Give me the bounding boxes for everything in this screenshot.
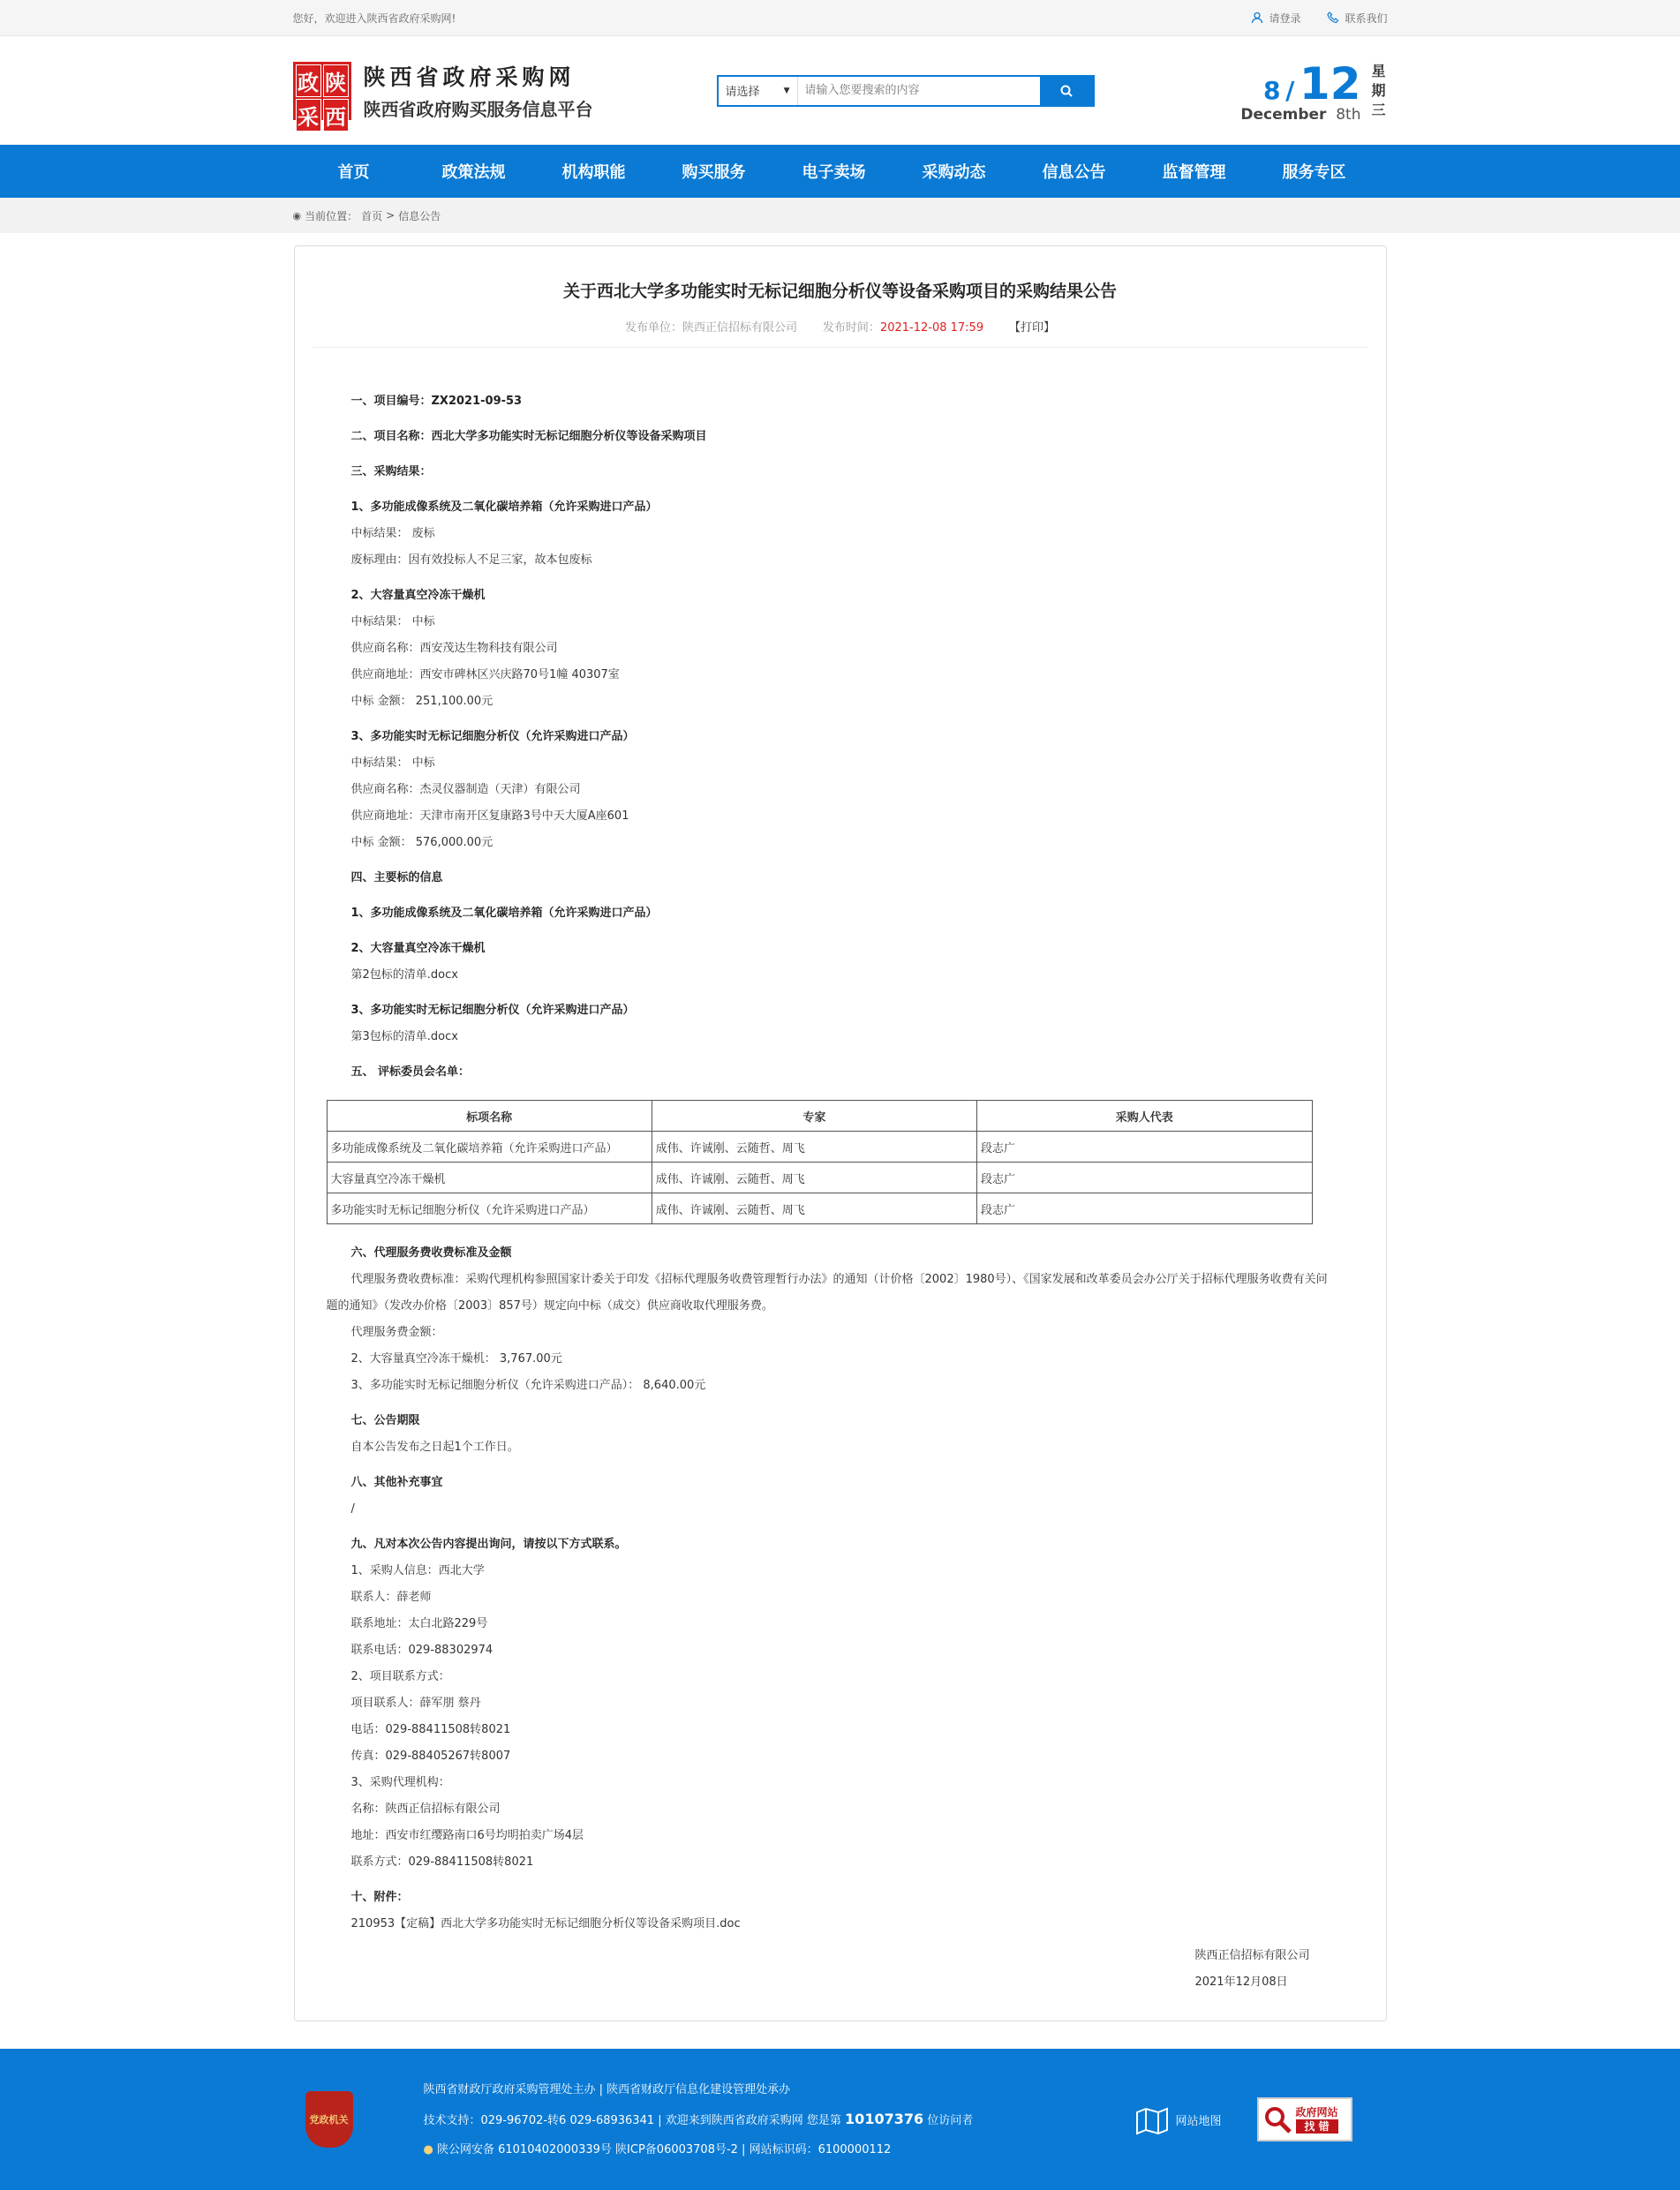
contact-line: 2、项目联系方式： <box>350 1670 450 1683</box>
contact-line: 电话：029-88411508转8021 <box>350 1723 511 1736</box>
sign-date: 2021年12月08日 <box>1194 1976 1288 1989</box>
contact-link[interactable] <box>1327 11 1387 26</box>
section-heading: 三、采购结果： <box>350 465 432 478</box>
footer <box>0 2049 1680 2190</box>
lot-heading: 2、大容量真空冷冻干燥机 <box>350 589 486 602</box>
site-subname: 陕西省政府购买服务信息平台 <box>363 99 593 120</box>
search-input[interactable] <box>798 77 1040 105</box>
weekday-char: 星 <box>1371 62 1386 79</box>
breadcrumb-prefix: 当前位置： <box>305 209 358 222</box>
date-month: 8 <box>1263 75 1281 105</box>
login-label: 请登录 <box>1269 11 1301 25</box>
logo-char: 采 <box>296 99 321 132</box>
date-day-ordinal: 8th <box>1336 105 1361 124</box>
table-row <box>327 1163 1312 1193</box>
table-cell: 成伟、许诚刚、云随哲、周飞 <box>652 1193 976 1224</box>
search-bar <box>717 75 1095 107</box>
lot-heading: 2、大容量真空冷冻干燥机 <box>350 942 486 955</box>
time-label: 发布时间： <box>822 321 880 335</box>
search-icon <box>1059 84 1074 98</box>
lot-heading: 3、多功能实时无标记细胞分析仪（允许采购进口产品） <box>350 1004 635 1017</box>
date-slash: / <box>1285 75 1295 105</box>
site-logo[interactable] <box>293 60 593 130</box>
report-error-button[interactable] <box>1257 2097 1352 2141</box>
publisher: 陕西正信招标有限公司 <box>682 321 797 335</box>
committee-table <box>327 1100 1313 1224</box>
table-header: 专家 <box>652 1101 976 1132</box>
section-heading: 八、其他补充事宜 <box>350 1476 443 1489</box>
caret-down-icon: ▼ <box>783 86 790 95</box>
table-cell: 段志广 <box>977 1132 1312 1163</box>
nav-item-notices[interactable]: 信息公告 <box>1042 163 1106 182</box>
logo-char: 政 <box>296 64 321 97</box>
sitemap-link[interactable] <box>1134 2103 1221 2135</box>
contact-line: 传真：029-88405267转8007 <box>350 1750 511 1763</box>
footer-sponsor: 陕西省财政厅政府采购管理处主办 | 陕西省财政厅信息化建设管理处承办 <box>423 2082 791 2096</box>
table-header-row <box>327 1101 1312 1132</box>
bid-amount: 中标 金额： 251,100.00元 <box>350 695 493 708</box>
report-error-top: 政府网站 <box>1295 2106 1338 2119</box>
project-number: 一、项目编号：ZX2021-09-53 <box>350 395 523 408</box>
breadcrumb-home[interactable]: 首页 <box>361 209 383 222</box>
date-month-name: December <box>1240 105 1327 124</box>
fee-amount: 3、多功能实时无标记细胞分析仪（允许采购进口产品）： 8,640.00元 <box>350 1379 706 1392</box>
print-link[interactable]: 【打印】 <box>1009 321 1056 335</box>
logo-char: 西 <box>323 99 349 132</box>
sitemap-label: 网站地图 <box>1175 2114 1222 2128</box>
contact-label: 联系我们 <box>1345 11 1388 25</box>
breadcrumb <box>0 198 1680 233</box>
bid-amount: 中标 金额： 576,000.00元 <box>350 836 493 849</box>
supplementary-info: / <box>350 1502 355 1516</box>
logo-seal <box>293 62 351 130</box>
nav-item-e-mall[interactable]: 电子卖场 <box>802 163 866 182</box>
main-nav <box>0 145 1680 198</box>
lot-heading: 1、多功能成像系统及二氧化碳培养箱（允许采购进口产品） <box>350 500 658 514</box>
fee-standard-paragraph: 代理服务费收费标准：采购代理机构参照国家计委关于印发《招标代理服务收费管理暂行办法》的通知（计价格〔2002〕1980号）、《国家发展和改革委员会办公厅关于招标代理服务收费有关问题的通知》（发改办价格〔2003〕857号）规定向中标（成交）供应商收取代理服务费。 <box>326 1273 1328 1313</box>
table-cell: 段志广 <box>977 1193 1312 1224</box>
table-row <box>327 1193 1312 1224</box>
nav-item-news[interactable]: 采购动态 <box>922 163 986 182</box>
footer-text <box>424 2075 974 2164</box>
contact-line: 地址：西安市红缨路南口6号均明拍卖广场4层 <box>350 1829 584 1842</box>
weekday-char: 期 <box>1371 81 1386 99</box>
section-heading: 六、代理服务费收费标准及金额 <box>350 1246 512 1260</box>
section-heading: 十、附件： <box>350 1891 409 1904</box>
footer-support <box>424 2104 974 2135</box>
search-select-label: 请选择 <box>725 86 760 99</box>
attachment-link[interactable]: 第2包标的清单.docx <box>350 968 458 982</box>
location-pin-icon: ◉ <box>292 209 302 222</box>
table-cell: 多功能实时无标记细胞分析仪（允许采购进口产品） <box>327 1193 652 1224</box>
attachment-link[interactable]: 第3包标的清单.docx <box>350 1030 458 1043</box>
search-button[interactable] <box>1040 77 1093 105</box>
contact-line: 联系地址：太白北路229号 <box>350 1617 488 1630</box>
party-government-badge-icon[interactable] <box>305 2091 353 2148</box>
article-card <box>294 245 1387 2021</box>
section-heading: 九、凡对本次公告内容提出询问，请按以下方式联系。 <box>350 1538 627 1551</box>
magnifier-icon <box>1262 2104 1292 2134</box>
police-badge-icon: ● <box>423 2142 433 2156</box>
lot-reason: 废标理由：因有效投标人不足三家，故本包废标 <box>350 553 592 567</box>
map-icon <box>1134 2103 1170 2135</box>
table-cell: 多功能成像系统及二氧化碳培养箱（允许采购进口产品） <box>327 1132 652 1163</box>
weekday-char: 三 <box>1371 101 1386 118</box>
contact-line: 联系人：薛老师 <box>350 1591 432 1604</box>
logo-char: 陕 <box>323 64 349 97</box>
table-cell: 大容量真空冷冻干燥机 <box>327 1163 652 1193</box>
user-icon <box>1251 11 1263 24</box>
badge-label: 党政机关 <box>309 2114 349 2126</box>
supplier-address: 供应商地址：西安市碑林区兴庆路70号1幢 40307室 <box>350 668 620 681</box>
notice-period: 自本公告发布之日起1个工作日。 <box>350 1441 519 1454</box>
table-cell: 成伟、许诚刚、云随哲、周飞 <box>652 1163 976 1193</box>
table-cell: 成伟、许诚刚、云随哲、周飞 <box>652 1132 976 1163</box>
contact-line: 名称：陕西正信招标有限公司 <box>350 1802 501 1816</box>
nav-item-purchase-services[interactable]: 购买服务 <box>682 163 746 182</box>
report-error-bottom: 找 错 <box>1296 2119 1338 2134</box>
sign-company: 陕西正信招标有限公司 <box>1194 1949 1310 1962</box>
fee-amount-label: 代理服务费金额： <box>350 1326 443 1339</box>
site-name: 陕西省政府采购网 <box>363 64 576 90</box>
publish-time: 2021-12-08 17:59 <box>879 321 984 335</box>
header <box>0 36 1680 145</box>
supplier-name: 供应商名称：杰灵仪器制造（天津）有限公司 <box>350 783 581 796</box>
date-widget <box>1240 58 1387 124</box>
table-row <box>327 1132 1312 1163</box>
nav-item-policy[interactable]: 政策法规 <box>441 163 506 182</box>
section-heading: 四、主要标的信息 <box>350 871 443 884</box>
article-content <box>295 348 1386 1938</box>
nav-item-supervision[interactable]: 监督管理 <box>1162 163 1226 182</box>
project-name: 二、项目名称：西北大学多功能实时无标记细胞分析仪等设备采购项目 <box>350 430 707 443</box>
contact-line: 联系方式：029-88411508转8021 <box>350 1855 534 1869</box>
nav-item-institutions[interactable]: 机构职能 <box>561 163 626 182</box>
section-heading: 七、公告期限 <box>350 1414 420 1427</box>
section-heading: 五、 评标委员会名单： <box>350 1065 471 1079</box>
footer-icp-text[interactable]: 陕公网安备 61010402000339号 陕ICP备06003708号-2 | 网站标识码：6100000112 <box>436 2142 892 2156</box>
footer-visitor-suffix: 位访问者 <box>927 2113 974 2127</box>
supplier-name: 供应商名称：西安茂达生物科技有限公司 <box>350 642 558 655</box>
lot-heading: 3、多功能实时无标记细胞分析仪（允许采购进口产品） <box>350 730 635 743</box>
lot-result: 中标结果： 废标 <box>350 527 435 540</box>
publisher-label: 发布单位： <box>624 321 682 335</box>
contact-line: 3、采购代理机构： <box>350 1776 450 1789</box>
attachment-link[interactable]: 210953【定稿】西北大学多功能实时无标记细胞分析仪等设备采购项目.doc <box>350 1917 741 1930</box>
phone-icon <box>1327 11 1339 24</box>
signature <box>1194 1943 1309 1996</box>
search-category-select[interactable] <box>719 77 798 105</box>
footer-icp <box>424 2135 974 2164</box>
contact-line: 联系电话：029-88302974 <box>350 1644 493 1657</box>
date-day: 12 <box>1299 57 1361 109</box>
weekday <box>1372 62 1388 120</box>
lot-result: 中标结果： 中标 <box>350 615 435 628</box>
nav-item-home[interactable]: 首页 <box>337 163 370 182</box>
contact-line: 1、采购人信息：西北大学 <box>350 1564 485 1577</box>
footer-support-text: 技术支持：029-96702-转6 029-68936341 | 欢迎来到陕西省政府采购网 您是第 <box>423 2113 841 2127</box>
article-title: 关于西北大学多功能实时无标记细胞分析仪等设备采购项目的采购结果公告 <box>562 282 1117 301</box>
contact-line: 项目联系人：薛军朋 蔡丹 <box>350 1697 481 1710</box>
table-cell: 段志广 <box>977 1163 1312 1193</box>
fee-amount: 2、大容量真空冷冻干燥机： 3,767.00元 <box>350 1352 562 1366</box>
supplier-address: 供应商地址：天津市南开区复康路3号中天大厦A座601 <box>350 809 629 823</box>
welcome-text: 您好，欢迎进入陕西省政府采购网! <box>292 11 456 25</box>
breadcrumb-current[interactable]: 信息公告 <box>398 209 441 222</box>
lot-result: 中标结果： 中标 <box>350 756 435 770</box>
nav-item-service-zone[interactable]: 服务专区 <box>1282 163 1346 182</box>
top-bar <box>0 0 1680 36</box>
login-link[interactable] <box>1251 11 1300 26</box>
article-meta <box>313 318 1368 348</box>
breadcrumb-separator: > <box>386 209 396 222</box>
visitor-count: 10107376 <box>845 2110 924 2127</box>
lot-heading: 1、多功能成像系统及二氧化碳培养箱（允许采购进口产品） <box>350 907 658 920</box>
table-header: 标项名称 <box>327 1101 652 1132</box>
table-header: 采购人代表 <box>977 1101 1312 1132</box>
